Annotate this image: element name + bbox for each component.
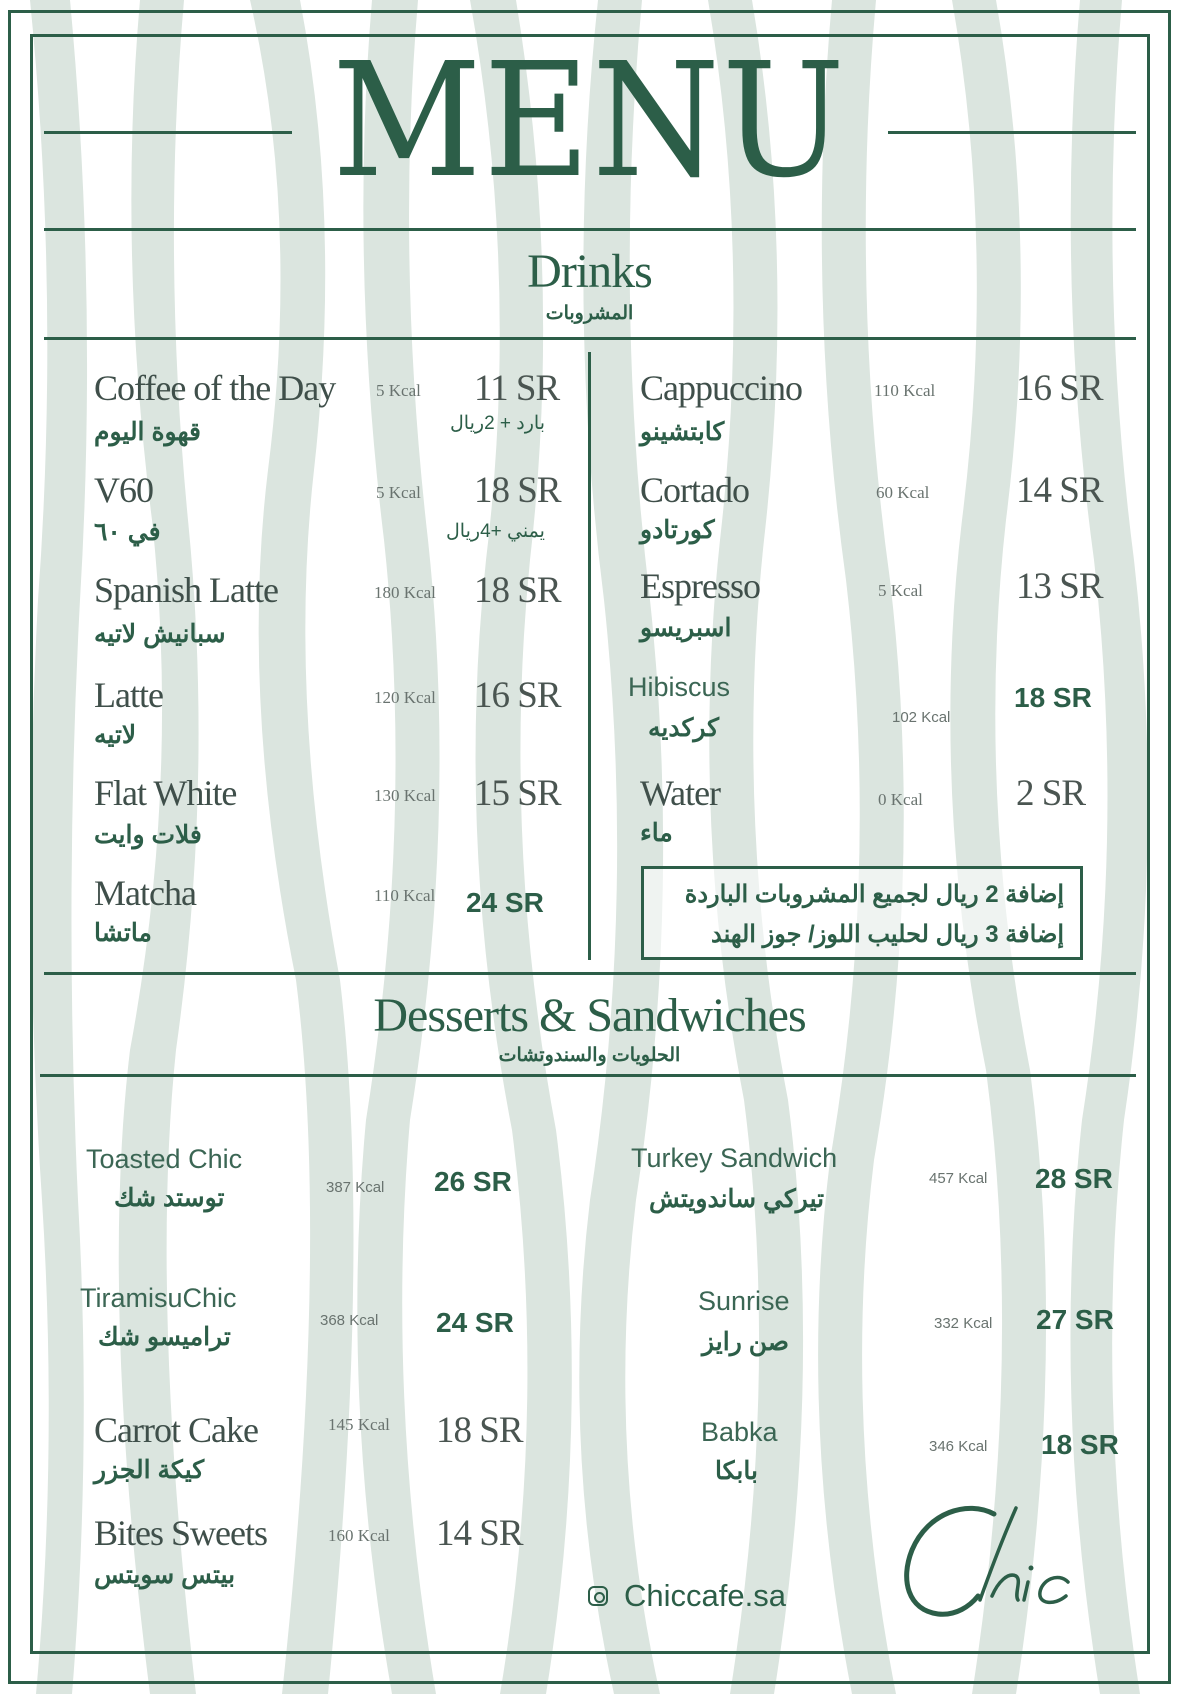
item-kcal: 5 Kcal (878, 581, 923, 600)
item-name-ar: بيتس سويتس (94, 1561, 236, 1589)
addons-box (641, 866, 1083, 960)
item-name-ar: صن رايز (702, 1328, 789, 1356)
item-name-ar: سبانيش لاتيه (94, 620, 226, 648)
item-name: Latte (94, 675, 163, 715)
item-price: 15 SR (474, 773, 561, 814)
item-name: Sunrise (698, 1286, 790, 1316)
item-kcal: 180 Kcal (374, 583, 436, 602)
item-price: 14 SR (1016, 470, 1103, 511)
item-name-ar: تيركي ساندويتش (649, 1185, 825, 1213)
item-kcal: 120 Kcal (374, 688, 436, 707)
item-name: TiramisuChic (80, 1283, 237, 1313)
item-price: 2 SR (1016, 773, 1086, 814)
item-kcal: 457 Kcal (929, 1170, 988, 1187)
item-price: 18 SR (474, 570, 561, 611)
item-price: 18 SR (1041, 1429, 1119, 1460)
desserts-bottom-rule (40, 1074, 1136, 1077)
item-name: Espresso (640, 566, 760, 606)
item-kcal: 102 Kcal (892, 709, 951, 726)
item-name: Coffee of the Day (94, 368, 336, 408)
item-name-ar: ماء (640, 819, 673, 847)
item-kcal: 5 Kcal (376, 483, 421, 502)
item-price: 13 SR (1016, 566, 1103, 607)
item-name-ar: لاتيه (94, 721, 137, 749)
item-name-ar: بابكا (715, 1457, 758, 1485)
item-name: Matcha (94, 873, 196, 913)
chic-logo (898, 1498, 1080, 1628)
item-kcal: 368 Kcal (320, 1312, 379, 1329)
item-name-ar: تراميسو شك (98, 1323, 231, 1351)
desserts-top-rule (44, 972, 1136, 975)
item-name: Hibiscus (628, 672, 731, 702)
item-name: Flat White (94, 773, 237, 813)
item-name: Water (640, 773, 721, 813)
item-name: Spanish Latte (94, 570, 278, 610)
item-price: 28 SR (1035, 1163, 1113, 1194)
drinks-subtitle: المشروبات (545, 303, 634, 324)
item-name-ar: اسبريسو (640, 614, 732, 642)
item-kcal: 110 Kcal (374, 886, 436, 905)
item-name-ar: ماتشا (94, 919, 152, 947)
item-name: Carrot Cake (94, 1410, 258, 1450)
item-name-ar: كورتادو (640, 516, 715, 544)
item-name: Toasted Chic (86, 1144, 243, 1174)
item-kcal: 332 Kcal (934, 1315, 993, 1332)
drinks-bottom-rule (44, 337, 1136, 340)
item-note: يمني +4ريال (446, 521, 545, 542)
item-name: V60 (94, 470, 153, 510)
item-name: Turkey Sandwich (631, 1143, 838, 1173)
instagram-text: Chiccafe.sa (624, 1578, 786, 1613)
drinks-title: Drinks (527, 245, 652, 298)
item-name-ar: توستد شك (114, 1184, 225, 1212)
item-price: 24 SR (466, 887, 544, 918)
item-price: 26 SR (434, 1166, 512, 1197)
item-name-ar: قهوة اليوم (94, 418, 201, 446)
item-price: 18 SR (436, 1410, 523, 1451)
item-kcal: 60 Kcal (876, 483, 930, 502)
item-kcal: 145 Kcal (328, 1415, 390, 1434)
item-name: Cortado (640, 470, 749, 510)
item-price: 27 SR (1036, 1304, 1114, 1335)
item-name: Babka (701, 1417, 778, 1447)
drinks-column-divider (588, 352, 591, 960)
addon-cold-drinks: إضافة 2 ريال لجميع المشروبات الباردة (684, 881, 1064, 908)
item-note: بارد + 2ريال (450, 413, 546, 434)
item-name-ar: في ٦٠ (94, 518, 161, 546)
desserts-title: Desserts & Sandwiches (373, 989, 806, 1042)
item-price: 16 SR (1016, 368, 1103, 409)
addon-milk: إضافة 3 ريال لحليب اللوز/ جوز الهند (711, 921, 1064, 948)
drinks-top-rule (44, 228, 1136, 231)
item-name-ar: كيكة الجزر (94, 1456, 205, 1484)
item-name: Bites Sweets (94, 1513, 267, 1553)
item-kcal: 346 Kcal (929, 1438, 988, 1455)
item-kcal: 160 Kcal (328, 1526, 390, 1545)
item-name: Cappuccino (640, 368, 802, 408)
menu-title: MENU (332, 29, 847, 213)
item-price: 11 SR (474, 368, 560, 409)
item-price: 14 SR (436, 1513, 523, 1554)
item-name-ar: فلات وايت (94, 821, 202, 849)
item-kcal: 130 Kcal (374, 786, 436, 805)
item-price: 18 SR (474, 470, 561, 511)
item-price: 18 SR (1014, 682, 1092, 713)
instagram-icon (588, 1586, 608, 1606)
item-name-ar: كابتشينو (640, 418, 725, 446)
item-price: 16 SR (474, 675, 561, 716)
desserts-subtitle: الحلويات والسندوتشات (498, 1045, 681, 1066)
item-kcal: 387 Kcal (326, 1179, 385, 1196)
item-price: 24 SR (436, 1307, 514, 1338)
item-kcal: 110 Kcal (874, 381, 936, 400)
item-kcal: 0 Kcal (878, 790, 923, 809)
item-kcal: 5 Kcal (376, 381, 421, 400)
item-name-ar: كركديه (648, 714, 720, 742)
